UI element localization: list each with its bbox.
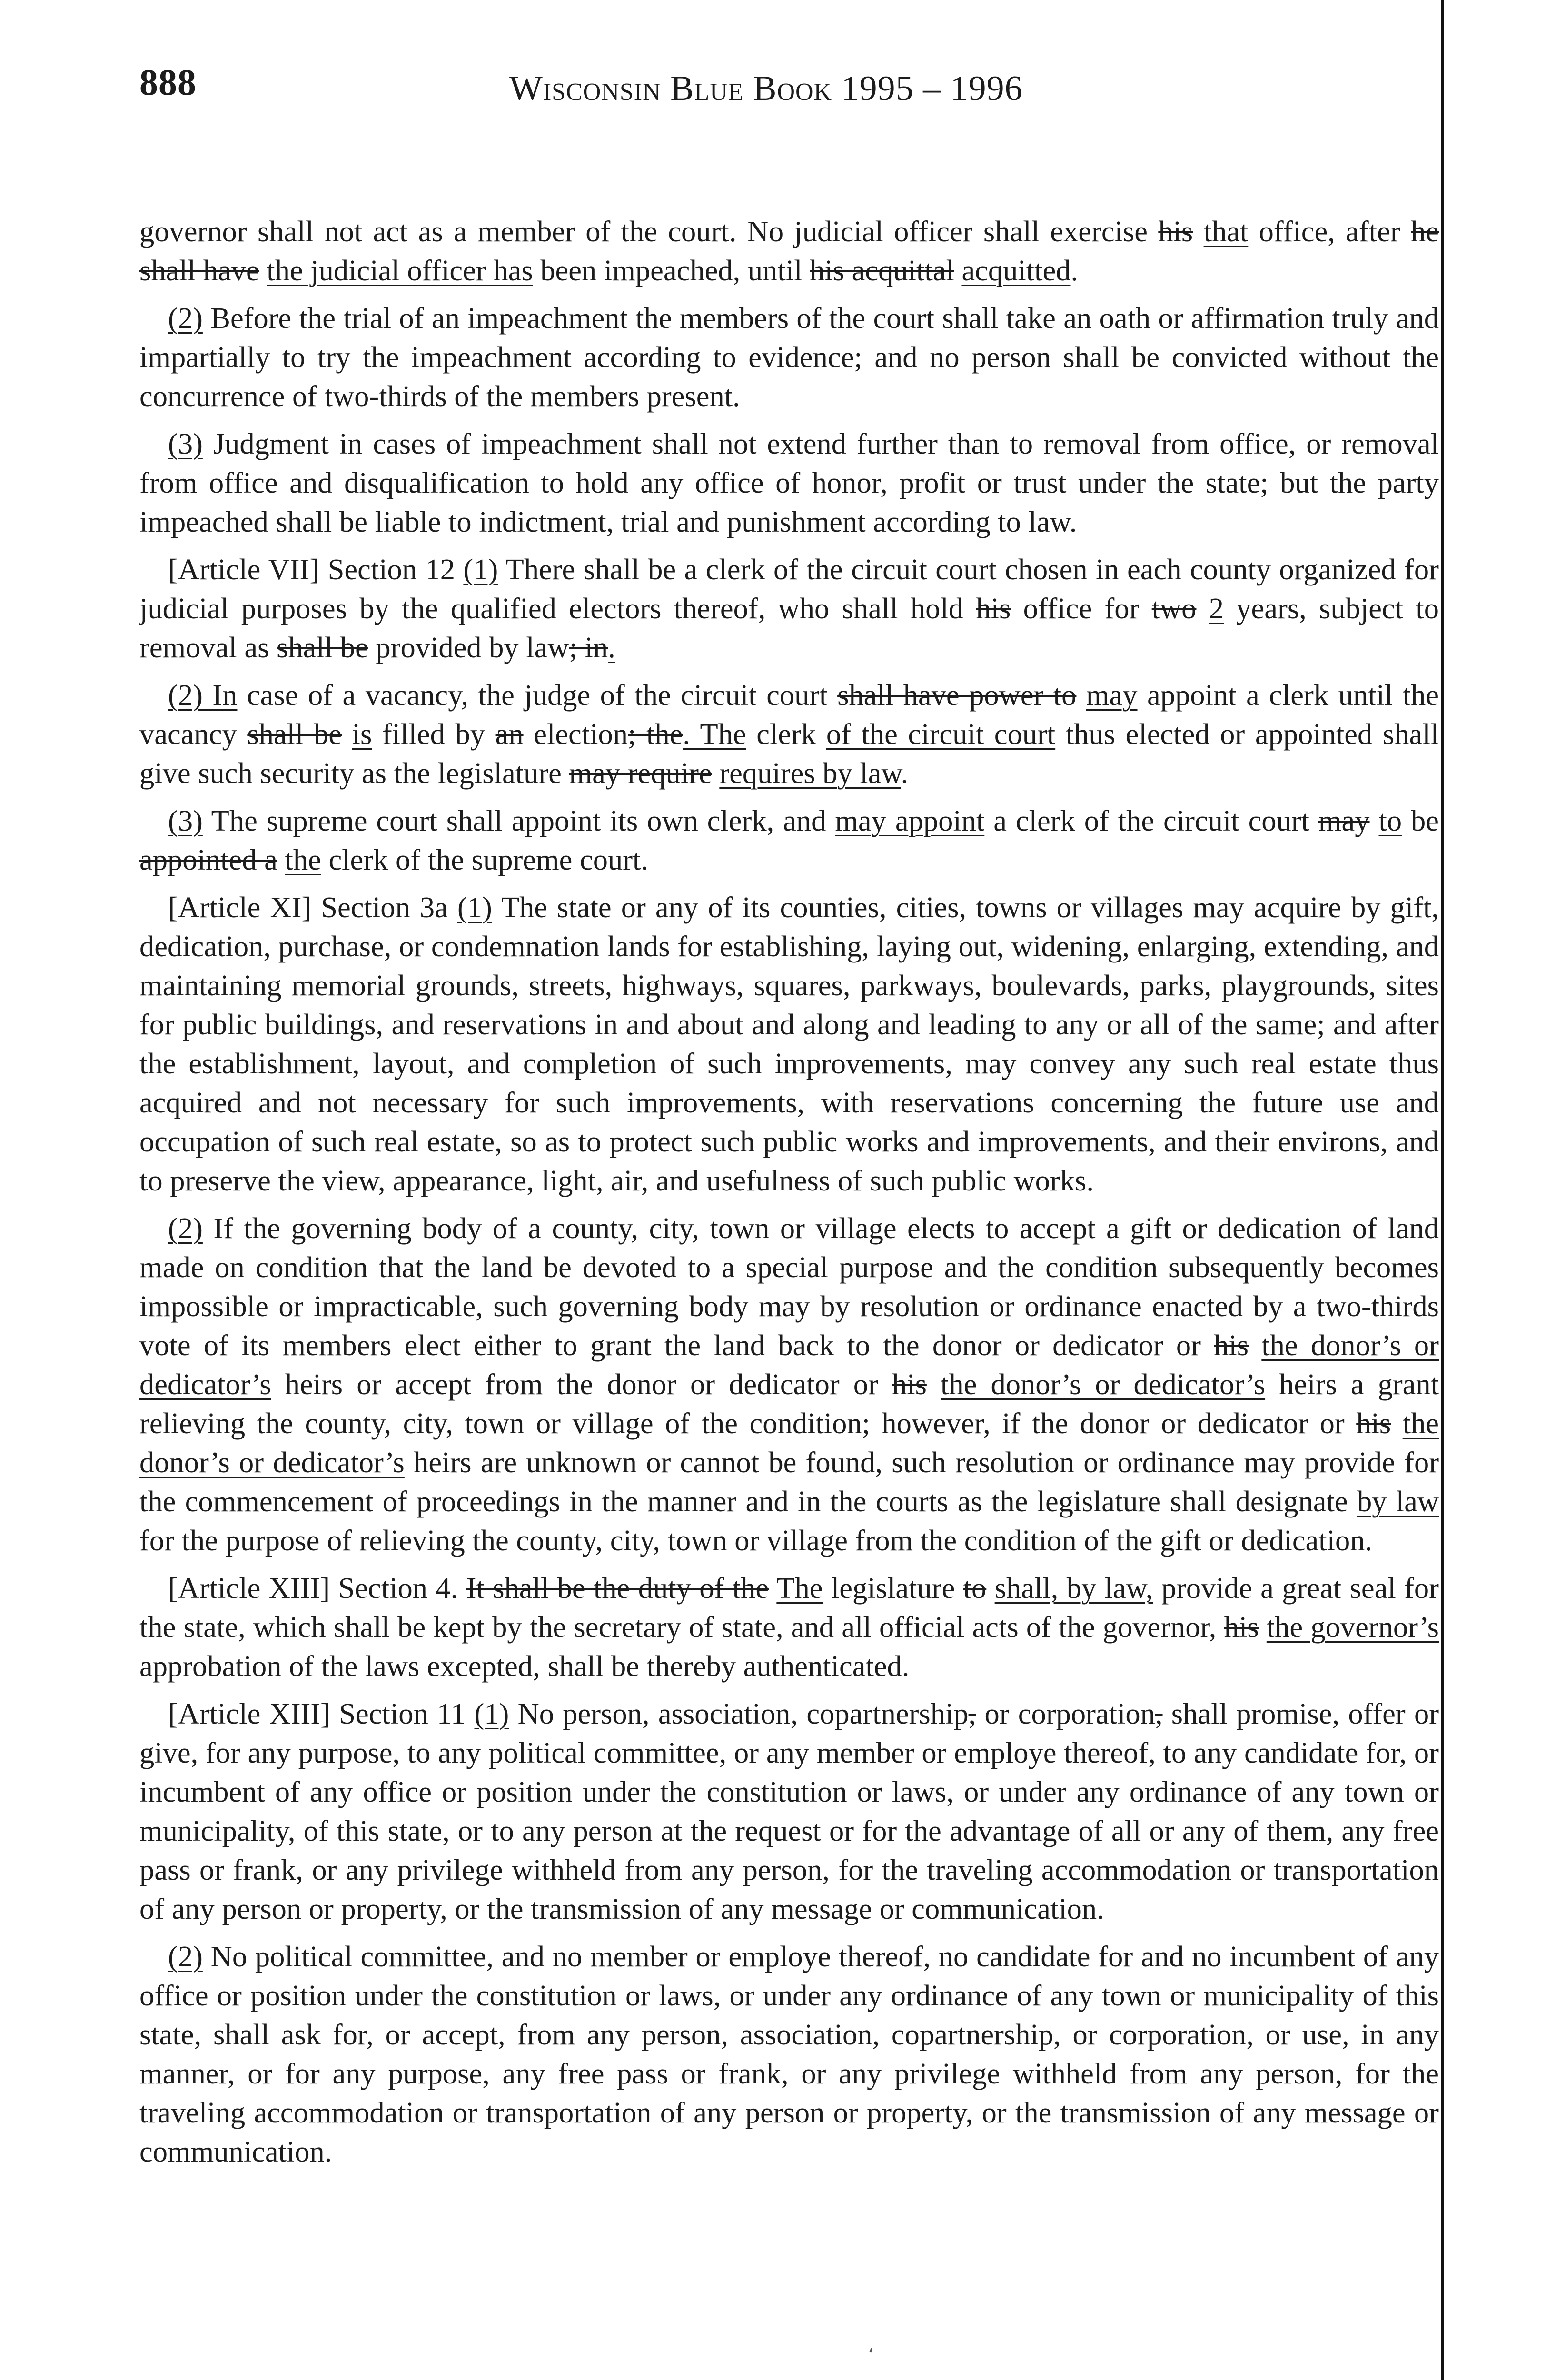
text-segment: The supreme court shall appoint its own clerk, and [202, 804, 835, 837]
text-segment: or corporation [976, 1697, 1155, 1730]
inserted-text: requires by law [719, 756, 901, 790]
inserted-text: (2) [168, 301, 203, 335]
inserted-text: (2) [168, 1940, 203, 1973]
text-segment: office for [1011, 592, 1152, 625]
deleted-text: his acquittal [810, 254, 954, 287]
paragraph [139, 550, 1439, 667]
deleted-text: he shall have [139, 215, 1439, 287]
text-segment [1196, 592, 1209, 625]
text-segment [259, 254, 267, 287]
paragraph [139, 1209, 1439, 1560]
inserted-text: the donor’s or dedicator’s [139, 1407, 1439, 1479]
text-segment: been impeached, until [533, 254, 810, 287]
text-segment [769, 1571, 776, 1605]
text-segment [1259, 1610, 1267, 1644]
inserted-text: (1) [474, 1697, 509, 1730]
text-segment: a clerk of the circuit court [984, 804, 1318, 837]
deleted-text: his [976, 592, 1011, 625]
inserted-text: the donor’s or dedicator’s [941, 1368, 1266, 1401]
text-segment [277, 843, 285, 876]
inserted-text: (2) [168, 1211, 203, 1245]
text-segment: provide a great seal for the state, which shall be kept by the secretary of state, and all official acts of the governor, [139, 1571, 1439, 1644]
text-segment: be [1402, 804, 1439, 837]
text-segment: heirs are unknown or cannot be found, such resolution or ordinance may provide for the commencement of proceedings in the manner and in the courts as the legislature shall designate [139, 1446, 1439, 1518]
inserted-text: 2 [1209, 592, 1224, 625]
text-segment [1076, 678, 1086, 712]
inserted-text: the judicial officer has [267, 254, 533, 287]
paragraph [139, 212, 1439, 290]
deleted-text: shall be [277, 631, 368, 664]
deleted-text: appointed a [139, 843, 277, 876]
text-segment [927, 1368, 941, 1401]
text-segment: clerk of the supreme court. [321, 843, 649, 876]
inserted-text: shall, by law, [994, 1571, 1153, 1605]
paragraph [139, 298, 1439, 416]
text-segment [1193, 215, 1203, 248]
paragraph [139, 888, 1439, 1200]
text-segment: [Article XI] Section 3a [168, 891, 457, 924]
text-segment [1249, 1329, 1261, 1362]
text-segment: Judgment in cases of impeachment shall not extend further than to removal from office, or removal from office and disqualification to hold any office of honor, profit or trust under the state; but the party impeached shall be liable to indictment, trial and punishment according to law. [139, 427, 1439, 538]
text-segment [342, 717, 352, 751]
text-segment: No political committee, and no member or employe thereof, no candidate for and no incumbent of any office or position under the constitution or laws, or under any ordinance of any town or municipality of this state, shall ask for, or accept, from any person, association, copartnership, or corporation, or use, in any manner, or for any purpose, any free pass or frank, or any privilege withheld from any person, for the traveling accommodation or transportation of any person or property, or the transmission of any message or communication. [139, 1940, 1439, 2168]
inserted-text: (3) [168, 804, 203, 837]
text-segment: provided by law [368, 631, 569, 664]
text-segment: approbation of the laws excepted, shall be thereby authenticated. [139, 1649, 910, 1683]
inserted-text: (1) [463, 553, 498, 586]
inserted-text: the [285, 843, 321, 876]
text-segment: legislature [823, 1571, 963, 1605]
deleted-text: an [495, 717, 524, 751]
text-segment: If the governing body of a county, city, town or village elects to accept a gift or dedication of land made on condition that the land be devoted to a special purpose and the condition subsequently becomes impossible or impracticable, such governing body may by resolution or ordinance enacted by a two-thirds vote of its members elect either to grant the land back to the donor or dedicator or [139, 1211, 1439, 1362]
text-segment: election [523, 717, 628, 751]
deleted-text: his [1214, 1329, 1249, 1362]
deleted-text: may require [569, 756, 712, 790]
deleted-text: It shall be the duty of the [466, 1571, 769, 1605]
deleted-text: ; the [628, 717, 683, 751]
deleted-text: shall have power to [837, 678, 1077, 712]
inserted-text: is [352, 717, 372, 751]
text-segment: appoint a clerk until the vacancy [139, 678, 1439, 751]
text-segment [986, 1571, 994, 1605]
text-segment: thus elected or appointed shall give such security as the legislature [139, 717, 1439, 790]
inserted-text: by law [1357, 1485, 1439, 1518]
body-text [139, 212, 1439, 2180]
scan-speck [870, 2348, 873, 2353]
text-segment: years, subject to removal as [139, 592, 1439, 664]
deleted-text: shall be [247, 717, 342, 751]
inserted-text: acquitted [961, 254, 1071, 287]
inserted-text: to [1378, 804, 1402, 837]
paragraph [139, 1694, 1439, 1928]
deleted-text: to [963, 1571, 987, 1605]
deleted-text: , [968, 1697, 976, 1730]
text-segment: . [901, 756, 909, 790]
text-segment: heirs or accept from the donor or dedicator or [271, 1368, 892, 1401]
text-segment [954, 254, 962, 287]
paragraph [139, 675, 1439, 793]
inserted-text: of the circuit court [826, 717, 1056, 751]
deleted-text: his [1356, 1407, 1391, 1440]
deleted-text: two [1151, 592, 1197, 625]
inserted-text: . [608, 631, 615, 664]
inserted-text: the governor’s [1266, 1610, 1439, 1644]
text-segment: case of a vacancy, the judge of the circuit court [237, 678, 838, 712]
page-number: 888 [139, 61, 197, 103]
inserted-text: (2) In [168, 678, 238, 712]
right-margin-rule [1441, 0, 1444, 2380]
text-segment: The state or any of its counties, cities, towns or villages may acquire by gift, dedication, purchase, or condemnation lands for establishing, laying out, widening, enlarging, extending, and maintaining memorial grounds, streets, highways, squares, parkways, boulevards, parks, playgrounds, sites for public buildings, and reservations in and about and along and leading to any or all of the same; and after the establishment, layout, and completion of such improvements, may convey any such real estate thus acquired and not necessary for such improvements, with reservations concerning the future use and occupation of such real estate, so as to protect such public works and improvements, and their environs, and to preserve the view, appearance, light, air, and usefulness of such public works. [139, 891, 1439, 1197]
text-segment [712, 756, 720, 790]
text-segment: There shall be a clerk of the circuit court chosen in each county organized for judicial purposes by the qualified electors thereof, who shall hold [139, 553, 1439, 625]
text-segment: heirs a grant relieving the county, city, town or village of the condition; however, if the donor or dedicator or [139, 1368, 1439, 1440]
deleted-text: his [1158, 215, 1193, 248]
text-segment: filled by [372, 717, 496, 751]
text-segment: shall promise, offer or give, for any purpose, to any political committee, or any member or employe thereof, to any candidate for, or incumbent of any office or position under the constitution or laws, or under any ordinance of any town or municipality, of this state, or to any person at the request or for the advantage of all or any of them, any free pass or frank, or any privilege withheld from any person, for the traveling accommodation or transportation of any person or property, or the transmission of any message or communication. [139, 1697, 1439, 1925]
inserted-text: may [1086, 678, 1138, 712]
inserted-text: that [1203, 215, 1249, 248]
text-segment: [Article XIII] Section 11 [168, 1697, 475, 1730]
text-segment: for the purpose of relieving the county, city, town or village from the condition of the gift or dedication. [139, 1524, 1373, 1557]
paragraph [139, 424, 1439, 541]
text-segment: [Article XIII] Section 4. [168, 1571, 466, 1605]
running-head: Wisconsin Blue Book 1995 – 1996 [509, 69, 1023, 108]
inserted-text: The [776, 1571, 823, 1605]
text-segment: governor shall not act as a member of the court. No judicial officer shall exercise [139, 215, 1159, 248]
text-segment [1370, 804, 1379, 837]
deleted-text: his [1224, 1610, 1259, 1644]
inserted-text: may appoint [835, 804, 985, 837]
paragraph [139, 1937, 1439, 2171]
deleted-text: may [1318, 804, 1370, 837]
text-segment: clerk [746, 717, 826, 751]
text-segment: Before the trial of an impeachment the members of the court shall take an oath or affirmation truly and impartially to try the impeachment according to evidence; and no person shall be convicted without the concurrence of two-thirds of the members present. [139, 301, 1439, 413]
text-segment [1391, 1407, 1403, 1440]
paragraph [139, 801, 1439, 879]
deleted-text: his [892, 1368, 927, 1401]
text-segment: No person, association, copartnership [509, 1697, 969, 1730]
text-segment: office, after [1248, 215, 1411, 248]
text-segment: . [1070, 254, 1079, 287]
deleted-text: , [1155, 1697, 1163, 1730]
inserted-text: (3) [168, 427, 203, 460]
text-segment: [Article VII] Section 12 [168, 553, 464, 586]
page-header [139, 61, 1434, 123]
inserted-text: . The [683, 717, 746, 751]
inserted-text: (1) [457, 891, 492, 924]
paragraph [139, 1568, 1439, 1686]
deleted-text: ; in [569, 631, 608, 664]
inserted-text: the donor’s or dedicator’s [139, 1329, 1439, 1401]
